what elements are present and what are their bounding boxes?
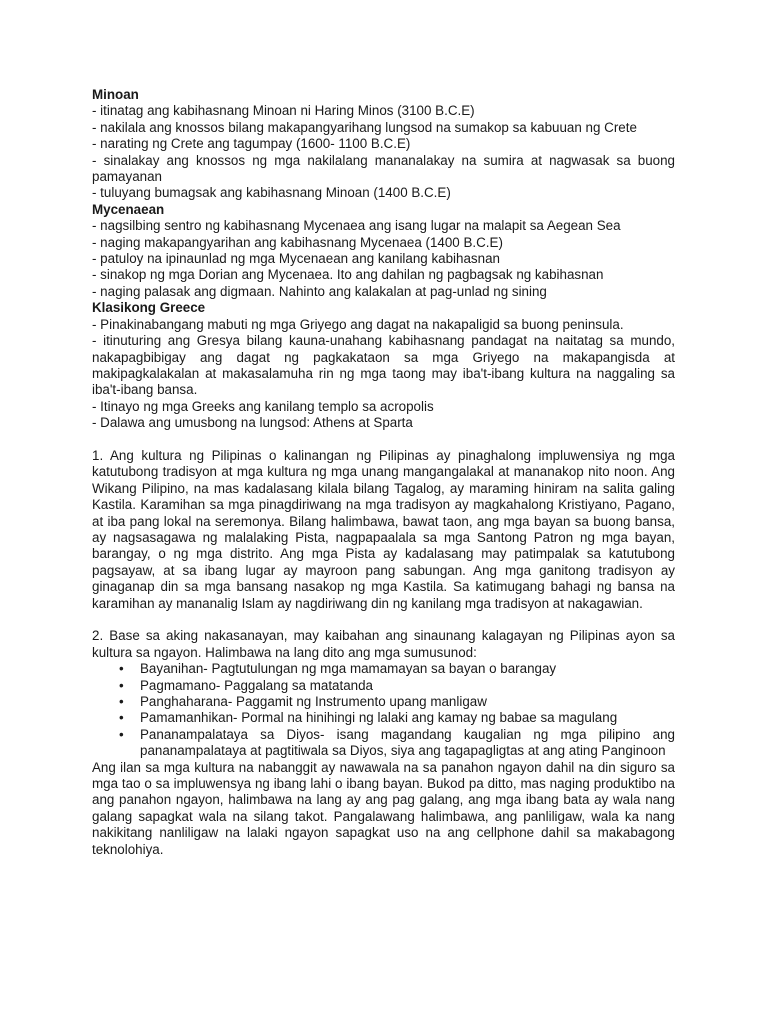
klasikong-line-3: - Itinayo ng mga Greeks ang kanilang templo sa acropolis <box>92 398 434 414</box>
klasikong-line-1: - Pinakinabangang mabuti ng mga Griyego ang dagat na nakapaligid sa buong peninsula. <box>92 316 624 332</box>
section-heading-klasikong-greece: Klasikong Greece <box>92 300 206 316</box>
document-page <box>92 87 675 858</box>
list-item-bayanihan: • Bayanihan- Pagtutulungan ng mga mamamayan sa bayan o barangay <box>119 661 675 677</box>
klasikong-line-4: - Dalawa ang umusbong na lungsod: Athens at Sparta <box>92 415 413 431</box>
custom-list <box>92 661 675 759</box>
mycenaean-line-1: - nagsilbing sentro ng kabihasnang Mycenaea ang isang lugar na malapit sa Aegean Sea <box>92 218 621 234</box>
minoan-line-4: - sinalakay ang knossos ng mga nakilalang mananalakay na sumira at nagwasak sa buong pamayanan <box>92 152 675 185</box>
list-item-pamamanhikan: • Pamamanhikan- Pormal na hinihingi ng lalaki ang kamay ng babae sa magulang <box>119 710 675 726</box>
mycenaean-line-4: - sinakop ng mga Dorian ang Mycenaea. Ito ang dahilan ng pagbagsak ng kabihasnan <box>92 267 604 283</box>
list-item-pananampalataya: • Pananampalataya sa Diyos- isang magandang kaugalian ng mga pilipino ang pananampalataya at pagtitiwala sa Diyos, siya ang tagapagligtas at ang ating Panginoon <box>119 727 675 760</box>
answer-2-intro: 2. Base sa aking nakasanayan, may kaibahan ang sinaunang kalagayan ng Pilipinas ayon sa kultura sa ngayon. Halimbawa na lang dito ang mga sumusunod: <box>92 628 675 660</box>
section-heading-minoan: Minoan <box>92 87 139 102</box>
list-item-panghaharana: • Panghaharana- Paggamit ng Instrumento upang manligaw <box>119 694 675 710</box>
minoan-line-5: - tuluyang bumagsak ang kabihasnang Minoan (1400 B.C.E) <box>92 185 451 201</box>
paragraph-spacer <box>92 612 675 628</box>
minoan-line-3: - narating ng Crete ang tagumpay (1600- 1100 B.C.E) <box>92 136 411 152</box>
paragraph-spacer <box>92 432 675 448</box>
klasikong-line-2: - itinuturing ang Gresya bilang kauna-unahang kabihasnang pandagat na naitatag sa mundo, nakapagbibigay ang dagat ng pagkakataon sa mga Griyego na makapangisda at makipagkalakalan at makasalamuha rin ng mga taong may iba't-ibang kultura na naggaling sa iba't-ibang bansa. <box>92 333 675 398</box>
mycenaean-line-2: - naging makapangyarihan ang kabihasnang Mycenaea (1400 B.C.E) <box>92 234 503 250</box>
mycenaean-line-5: - naging palasak ang digmaan. Nahinto ang kalakalan at pag-unlad ng sining <box>92 283 547 299</box>
mycenaean-line-3: - patuloy na ipinaunlad ng mga Mycenaean ang kanilang kabihasnan <box>92 251 500 267</box>
section-heading-mycenaean: Mycenaean <box>92 201 165 217</box>
minoan-line-2: - nakilala ang knossos bilang makapangyarihang lungsod na sumakop sa kabuuan ng Crete <box>92 119 637 135</box>
answer-2-closing: Ang ilan sa mga kultura na nabanggit ay nawawala na sa panahon ngayon dahil na din siguro sa mga tao o sa impluwensya ng ibang lahi o ibang bayan. Bukod pa ditto, mas naging produktibo na ang panahon ngayon, halimbawa na lang ay ang pag galang, ang mga ibang bata ay wala nang galang sapagkat wala na silang takot. Pangalawang halimbawa, ang panliligaw, wala ka nang nakikitang nanliligaw na lalaki ngayon sapagkat uso na ang cellphone dahil sa makabagong teknolohiya. <box>92 759 675 857</box>
minoan-line-1: - itinatag ang kabihasnang Minoan ni Haring Minos (3100 B.C.E) <box>92 103 475 119</box>
answer-1-paragraph: 1. Ang kultura ng Pilipinas o kalinangan ng Pilipinas ay pinaghalong impluwensiya ng mga katutubong tradisyon at mga kultura ng mga unang mangangalakal at mananakop nito noon. Ang Wikang Pilipino, na mas kadalasang kilala bilang Tagalog, ay maraming hiniram na salita galing Kastila. Karamihan sa mga pinagdiriwang na mga tradisyon ay magkahalong Kristiyano, Pagano, at iba pang lokal na seremonya. Bilang halimbawa, bawat taon, ang mga bayan sa buong bansa, ay nagsasagawa ng malalaking Pista, nagpapaalala sa mga Santong Patron ng mga bayan, barangay, o ng mga distrito. Ang mga Pista ay kadalasang may patimpalak sa katutubong pagsayaw, at sa ibang lugar ay mayroon pang sabungan. Ang mga ganitong tradisyon ay ginaganap din sa mga bansang nasakop ng mga Kastila. Sa katimugang bahagi ng bansa na karamihan ay mananalig Islam ay nagdiriwang din ng kanilang mga tradisyon at nakagawian. <box>92 447 675 611</box>
list-item-pagmamano: • Pagmamano- Paggalang sa matatanda <box>119 678 675 694</box>
